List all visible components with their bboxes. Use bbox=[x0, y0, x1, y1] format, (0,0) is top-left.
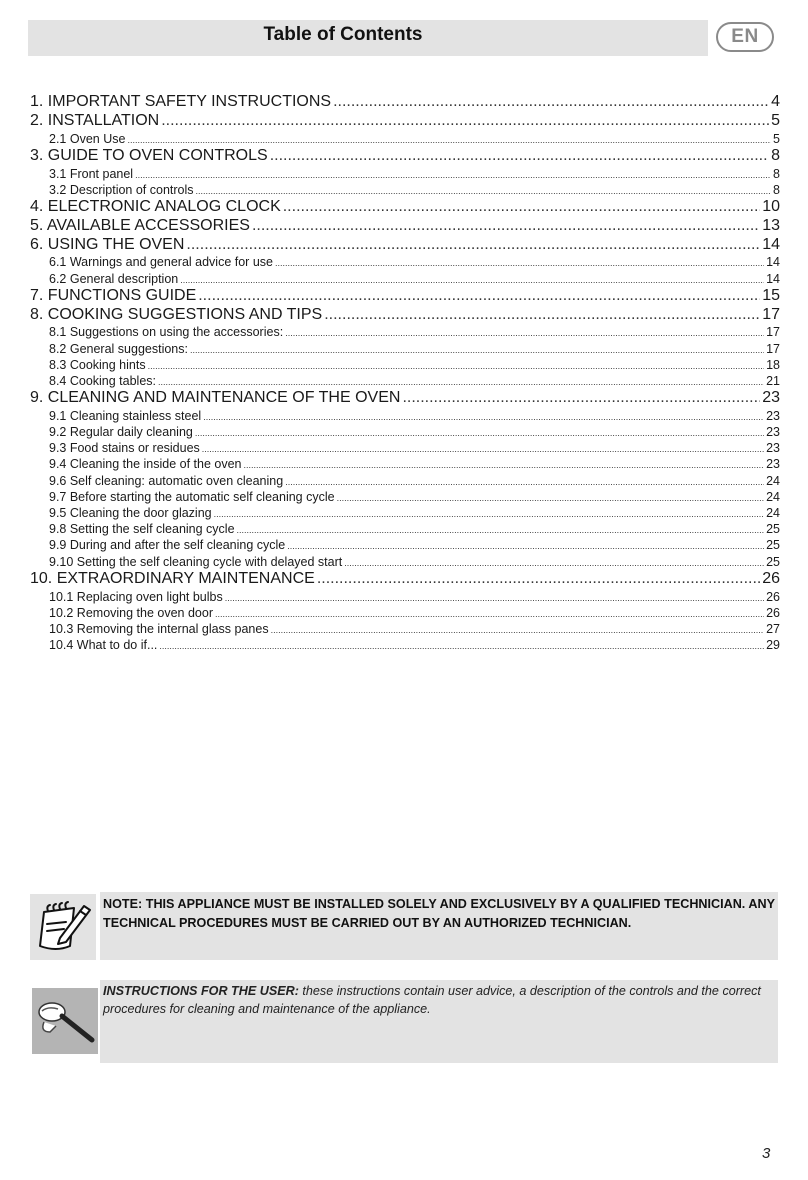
toc-entry-page: 26 bbox=[766, 605, 780, 620]
toc-leader-dots bbox=[215, 606, 764, 622]
toc-entry-page: 4 bbox=[771, 93, 780, 110]
toc-entry-page: 8 bbox=[773, 182, 780, 197]
toc-leader-dots bbox=[195, 425, 764, 441]
toc-entry-title: 5. AVAILABLE ACCESSORIES bbox=[30, 216, 250, 234]
language-badge: EN bbox=[716, 22, 774, 52]
toc-entry-page: 17 bbox=[766, 341, 780, 356]
toc-entry-page: 18 bbox=[766, 357, 780, 372]
toc-entry-title: 10. EXTRAORDINARY MAINTENANCE bbox=[30, 569, 315, 587]
notepad-pencil-icon bbox=[30, 894, 96, 960]
toc-entry-page: 14 bbox=[766, 271, 780, 286]
toc-subsection[interactable] bbox=[30, 324, 780, 340]
toc-leader-dots bbox=[135, 167, 771, 183]
toc-entry-title: 7. FUNCTIONS GUIDE bbox=[30, 286, 197, 304]
toc-section[interactable] bbox=[30, 570, 780, 589]
toc-subsection[interactable] bbox=[30, 605, 780, 621]
toc-leader-dots bbox=[159, 638, 764, 654]
toc-entry-title: 9.9 During and after the self cleaning cycle bbox=[49, 538, 286, 553]
toc-leader-dots bbox=[161, 112, 769, 131]
toc-leader-dots bbox=[203, 409, 764, 425]
toc-leader-dots bbox=[225, 590, 764, 606]
toc-subsection[interactable] bbox=[30, 440, 780, 456]
toc-entry-title: 9.7 Before starting the automatic self cleaning cycle bbox=[49, 489, 335, 504]
header-bar bbox=[28, 20, 708, 56]
toc-leader-dots bbox=[317, 570, 760, 589]
toc-leader-dots bbox=[344, 555, 764, 571]
toc-subsection[interactable] bbox=[30, 408, 780, 424]
toc-entry-page: 25 bbox=[766, 522, 780, 537]
toc-subsection[interactable] bbox=[30, 456, 780, 472]
toc-entry-title: 2. INSTALLATION bbox=[30, 111, 160, 129]
toc-section[interactable] bbox=[30, 389, 780, 408]
toc-entry-title: 8.1 Suggestions on using the accessories: bbox=[49, 325, 284, 340]
toc-entry-title: 9.3 Food stains or residues bbox=[49, 441, 200, 456]
toc-leader-dots bbox=[190, 342, 764, 358]
toc-entry-title: 6. USING THE OVEN bbox=[30, 235, 185, 253]
toc-subsection[interactable] bbox=[30, 521, 780, 537]
toc-subsection[interactable] bbox=[30, 589, 780, 605]
toc-section[interactable] bbox=[30, 198, 780, 217]
toc-leader-dots bbox=[244, 457, 765, 473]
table-of-contents bbox=[30, 93, 780, 653]
toc-entry-title: 10.3 Removing the internal glass panes bbox=[49, 621, 269, 636]
toc-leader-dots bbox=[270, 147, 769, 166]
toc-entry-page: 26 bbox=[766, 589, 780, 604]
toc-subsection[interactable] bbox=[30, 373, 780, 389]
toc-subsection[interactable] bbox=[30, 489, 780, 505]
page-number: 3 bbox=[762, 1145, 771, 1162]
note-text: NOTE: THIS APPLIANCE MUST BE INSTALLED SOLELY AND EXCLUSIVELY BY A QUALIFIED TECHNICIAN. ANY TECHNICAL PROCEDURES MUST BE CARRIED OUT BY AN AUTHORIZED TECHNICIAN. bbox=[103, 897, 775, 930]
toc-leader-dots bbox=[275, 255, 764, 271]
toc-leader-dots bbox=[180, 272, 764, 288]
chef-spoon-icon bbox=[32, 988, 98, 1054]
toc-subsection[interactable] bbox=[30, 537, 780, 553]
toc-entry-page: 23 bbox=[766, 425, 780, 440]
toc-entry-page: 25 bbox=[766, 554, 780, 569]
instructions-lead: INSTRUCTIONS FOR THE USER: bbox=[103, 984, 299, 998]
toc-entry-page: 8 bbox=[773, 166, 780, 181]
toc-leader-dots bbox=[324, 306, 760, 325]
toc-entry-page: 24 bbox=[766, 473, 780, 488]
toc-entry-page: 17 bbox=[762, 305, 780, 323]
toc-entry-title: 9.5 Cleaning the door glazing bbox=[49, 505, 212, 520]
toc-subsection[interactable] bbox=[30, 271, 780, 287]
toc-entry-page: 15 bbox=[762, 286, 780, 304]
toc-leader-dots bbox=[402, 389, 760, 408]
toc-entry-page: 13 bbox=[762, 216, 780, 234]
page-title: Table of Contents bbox=[263, 24, 423, 45]
toc-section[interactable] bbox=[30, 217, 780, 236]
toc-entry-page: 5 bbox=[773, 131, 780, 146]
toc-entry-title: 9.2 Regular daily cleaning bbox=[49, 425, 193, 440]
toc-leader-dots bbox=[285, 325, 764, 341]
toc-entry-title: 8. COOKING SUGGESTIONS AND TIPS bbox=[30, 305, 323, 323]
toc-entry-page: 23 bbox=[766, 441, 780, 456]
toc-subsection[interactable] bbox=[30, 166, 780, 182]
toc-entry-page: 21 bbox=[766, 373, 780, 388]
toc-entry-page: 14 bbox=[762, 235, 780, 253]
toc-leader-dots bbox=[186, 236, 760, 255]
toc-entry-title: 8.3 Cooking hints bbox=[49, 357, 146, 372]
user-instructions bbox=[100, 980, 778, 1063]
toc-subsection[interactable] bbox=[30, 473, 780, 489]
toc-leader-dots bbox=[237, 522, 765, 538]
toc-leader-dots bbox=[158, 374, 764, 390]
toc-section[interactable] bbox=[30, 236, 780, 255]
toc-section[interactable] bbox=[30, 306, 780, 325]
toc-leader-dots bbox=[202, 441, 764, 457]
toc-subsection[interactable] bbox=[30, 424, 780, 440]
toc-leader-dots bbox=[127, 132, 771, 148]
toc-subsection[interactable] bbox=[30, 254, 780, 270]
toc-entry-page: 25 bbox=[766, 538, 780, 553]
toc-subsection[interactable] bbox=[30, 182, 780, 198]
toc-entry-page: 23 bbox=[766, 408, 780, 423]
toc-entry-page: 24 bbox=[766, 505, 780, 520]
toc-subsection[interactable] bbox=[30, 357, 780, 373]
toc-entry-page: 29 bbox=[766, 638, 780, 653]
toc-entry-title: 4. ELECTRONIC ANALOG CLOCK bbox=[30, 197, 281, 215]
toc-entry-title: 10.1 Replacing oven light bulbs bbox=[49, 589, 223, 604]
toc-entry-title: 2.1 Oven Use bbox=[49, 131, 126, 146]
toc-entry-title: 3. GUIDE TO OVEN CONTROLS bbox=[30, 146, 268, 164]
installation-note bbox=[100, 892, 778, 960]
toc-leader-dots bbox=[283, 198, 760, 217]
toc-subsection[interactable] bbox=[30, 621, 780, 637]
instructions-text: these instructions contain user advice, a description of the controls and the correct procedures for cleaning and maintenance of the appliance. bbox=[103, 984, 761, 1016]
toc-entry-page: 5 bbox=[771, 111, 780, 129]
toc-leader-dots bbox=[196, 183, 772, 199]
toc-entry-title: 8.4 Cooking tables: bbox=[49, 373, 157, 388]
toc-entry-page: 14 bbox=[766, 255, 780, 270]
toc-leader-dots bbox=[148, 358, 765, 374]
toc-leader-dots bbox=[214, 506, 764, 522]
toc-subsection[interactable] bbox=[30, 341, 780, 357]
toc-subsection[interactable] bbox=[30, 505, 780, 521]
toc-entry-title: 6.2 General description bbox=[49, 271, 179, 286]
toc-entry-title: 9.6 Self cleaning: automatic oven cleaning bbox=[49, 473, 284, 488]
toc-entry-page: 10 bbox=[762, 197, 780, 215]
toc-entry-page: 8 bbox=[771, 146, 780, 164]
toc-subsection[interactable] bbox=[30, 554, 780, 570]
toc-leader-dots bbox=[337, 490, 765, 506]
toc-entry-title: 10.2 Removing the oven door bbox=[49, 605, 213, 620]
toc-entry-title: 8.2 General suggestions: bbox=[49, 341, 188, 356]
toc-leader-dots bbox=[285, 474, 764, 490]
toc-section[interactable] bbox=[30, 147, 780, 166]
toc-entry-page: 23 bbox=[762, 389, 780, 407]
toc-entry-title: 9.4 Cleaning the inside of the oven bbox=[49, 457, 242, 472]
toc-subsection[interactable] bbox=[30, 637, 780, 653]
toc-section[interactable] bbox=[30, 112, 780, 131]
toc-subsection[interactable] bbox=[30, 131, 780, 147]
toc-entry-title: 3.1 Front panel bbox=[49, 166, 134, 181]
toc-entry-title: 6.1 Warnings and general advice for use bbox=[49, 255, 273, 270]
toc-leader-dots bbox=[198, 287, 760, 306]
toc-entry-title: 3.2 Description of controls bbox=[49, 182, 194, 197]
toc-entry-page: 24 bbox=[766, 489, 780, 504]
toc-section[interactable] bbox=[30, 287, 780, 306]
toc-leader-dots bbox=[287, 538, 764, 554]
toc-entry-page: 26 bbox=[762, 569, 780, 587]
toc-entry-page: 23 bbox=[766, 457, 780, 472]
toc-entry-title: 9.1 Cleaning stainless steel bbox=[49, 408, 202, 423]
toc-leader-dots bbox=[333, 93, 769, 112]
toc-entry-page: 17 bbox=[766, 325, 780, 340]
toc-leader-dots bbox=[252, 217, 760, 236]
toc-entry-title: 9.10 Setting the self cleaning cycle with delayed start bbox=[49, 554, 343, 569]
toc-section[interactable] bbox=[30, 93, 780, 112]
toc-leader-dots bbox=[271, 622, 765, 638]
toc-entry-title: 10.4 What to do if... bbox=[49, 638, 158, 653]
toc-entry-title: 1. IMPORTANT SAFETY INSTRUCTIONS bbox=[30, 93, 332, 110]
toc-entry-title: 9.8 Setting the self cleaning cycle bbox=[49, 522, 235, 537]
toc-entry-page: 27 bbox=[766, 621, 780, 636]
toc-entry-title: 9. CLEANING AND MAINTENANCE OF THE OVEN bbox=[30, 389, 401, 407]
